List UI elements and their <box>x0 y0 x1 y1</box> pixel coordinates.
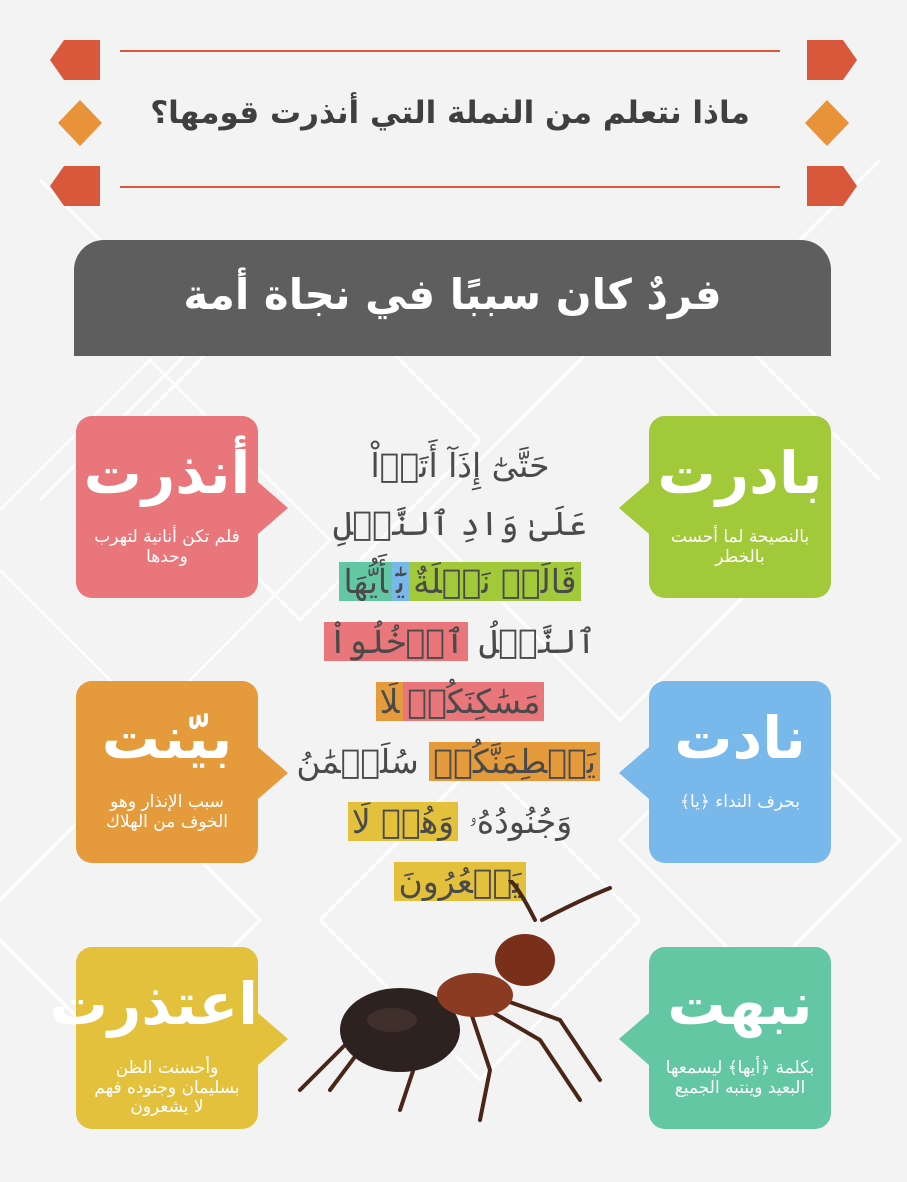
ant-illustration <box>280 880 640 1140</box>
verse-line-6 <box>296 736 600 788</box>
banner-text: فردٌ كان سببًا في نجاة أمة <box>183 270 722 319</box>
verse-highlight-orange: لَا <box>376 682 404 721</box>
quran-verse <box>296 440 600 910</box>
verse-highlight-orange: يَحۡطِمَنَّكُمۡ <box>429 742 600 781</box>
verse-line-7 <box>320 796 600 848</box>
card-description: بالنصيحة لما أحست بالخطر <box>670 527 810 567</box>
verse-highlight-green: قَالَتۡ نَمۡلَةٌ <box>409 562 580 601</box>
verse-text: عَلَىٰ وَادِ ٱلنَّمۡلِ <box>333 504 587 543</box>
verse-line-1 <box>320 440 600 492</box>
card-description: فلم تكن أنانية لتهرب وحدها <box>94 527 240 567</box>
card-heading: بادرت <box>657 439 823 507</box>
verse-line-2 <box>320 498 600 550</box>
verse-text: حَتَّىٰٓ إِذَآ أَتَوۡاْ <box>370 446 550 485</box>
verse-line-5 <box>320 676 600 728</box>
card-itadharat <box>49 947 258 1129</box>
verse-highlight-pink: ٱدۡخُلُواْ <box>324 622 468 661</box>
card-description: سبب الإنذار وهو الخوف من الهلاك <box>105 792 229 832</box>
verse-highlight-teal: أَيُّهَا <box>339 562 392 601</box>
verse-highlight-pink: مَسَٰكِنَكُمۡ <box>403 682 544 721</box>
verse-highlight-blue: يَٰٓ <box>392 562 409 601</box>
verse-line-4 <box>320 616 600 668</box>
verse-highlight-yellow: يَشۡعُرُونَ <box>394 862 525 901</box>
card-heading: اعتذرت <box>49 970 258 1038</box>
card-nabbahat <box>649 947 831 1129</box>
card-nadat <box>649 681 831 863</box>
card-heading: نادت <box>674 704 806 772</box>
banner <box>74 240 831 356</box>
card-heading: نبهت <box>667 970 813 1038</box>
page-title: ماذا نتعلم من النملة التي أنذرت قومها؟ <box>150 95 750 131</box>
card-heading: بيّنت <box>101 704 233 772</box>
card-heading: أنذرت <box>83 439 251 507</box>
verse-text: ٱلنَّمۡلُ <box>478 622 596 661</box>
card-bayyanat <box>76 681 258 863</box>
verse-text: وَجُنُودُهُۥ <box>468 802 573 841</box>
card-badarat <box>649 416 831 598</box>
verse-line-3 <box>320 556 600 608</box>
diamond-ornament-icon <box>40 38 110 208</box>
card-description: بحرف النداء ﴿يا﴾ <box>679 792 801 812</box>
verse-highlight-yellow: وَهُمۡ لَا <box>348 802 458 841</box>
card-andharat <box>76 416 258 598</box>
verse-text: سُلَيۡمَٰنُ <box>296 742 419 781</box>
card-description: وأحسنت الظن بسليمان وجنوده فهم لا يشعرون <box>94 1058 240 1118</box>
title-top-line <box>120 50 780 52</box>
title-bottom-line <box>120 186 780 188</box>
card-description: بكلمة ﴿أيها﴾ ليسمعها البعيد وينتبه الجميع <box>665 1058 815 1098</box>
diamond-ornament-icon <box>797 38 867 208</box>
